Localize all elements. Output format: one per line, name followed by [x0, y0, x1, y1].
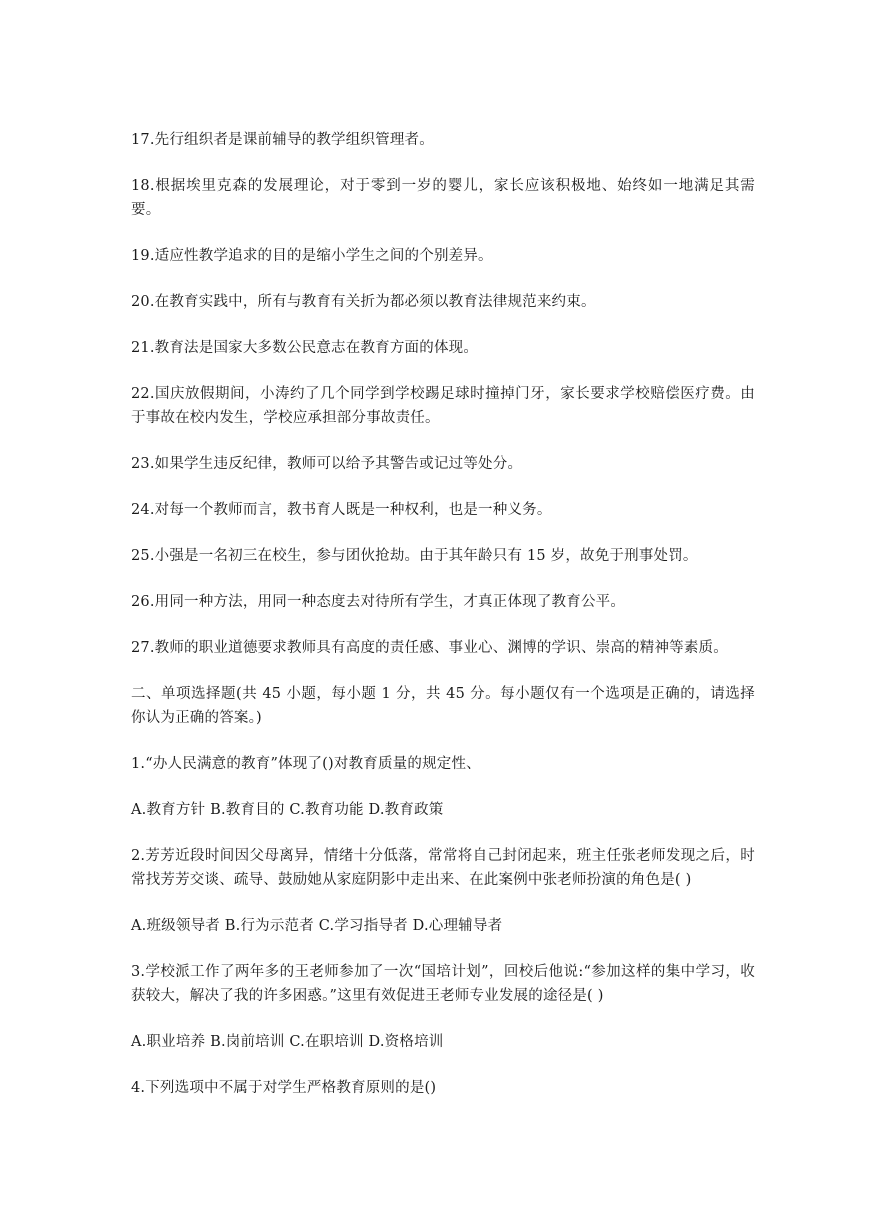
statement-26: 26.用同一种方法，用同一种态度去对待所有学生，才真正体现了教育公平。: [131, 594, 626, 610]
statement-20: 20.在教育实践中，所有与教育有关折为都必须以教育法律规范来约束。: [131, 294, 596, 310]
section-heading: 二、单项选择题(共 45 小题，每小题 1 分，共 45 分。每小题仅有一个选项是正确的，请选择你认为正确的答案。): [131, 686, 755, 726]
statement-25: 25.小强是一名初三在校生，参与团伙抢劫。由于其年龄只有 15 岁，故免于刑事处罚。: [131, 548, 698, 564]
statement-19: 19.适应性教学追求的目的是缩小学生之间的个别差异。: [131, 248, 493, 264]
question-2-options: A.班级领导者 B.行为示范者 C.学习指导者 D.心理辅导者: [131, 918, 503, 934]
question-1: 1.“办人民满意的教育”体现了()对教育质量的规定性、: [131, 756, 481, 772]
statement-23: 23.如果学生违反纪律，教师可以给予其警告或记过等处分。: [131, 456, 523, 472]
statement-27: 27.教师的职业道德要求教师具有高度的责任感、事业心、渊博的学识、崇高的精神等素质。: [131, 640, 728, 656]
question-3: 3.学校派工作了两年多的王老师参加了一次“国培计划”，回校后他说:“参加这样的集中学习，收获较大，解决了我的许多困惑。”这里有效促进王老师专业发展的途径是( ): [131, 964, 755, 1004]
statement-22: 22.国庆放假期间，小涛约了几个同学到学校踢足球时撞掉门牙，家长要求学校赔偿医疗费。由于事故在校内发生，学校应承担部分事故责任。: [131, 386, 755, 426]
statement-17: 17.先行组织者是课前辅导的教学组织管理者。: [131, 132, 434, 148]
statement-24: 24.对每一个教师而言，教书育人既是一种权利，也是一种义务。: [131, 502, 552, 518]
question-4: 4.下列选项中不属于对学生严格教育原则的是(): [131, 1080, 437, 1096]
question-3-options: A.职业培养 B.岗前培训 C.在职培训 D.资格培训: [131, 1034, 444, 1050]
statement-18: 18.根据埃里克森的发展理论，对于零到一岁的婴儿，家长应该积极地、始终如一地满足其需要。: [131, 178, 755, 218]
document-page: [131, 128, 755, 1122]
question-1-options: A.教育方针 B.教育目的 C.教育功能 D.教育政策: [131, 802, 444, 818]
statement-21: 21.教育法是国家大多数公民意志在教育方面的体现。: [131, 340, 479, 356]
question-2: 2.芳芳近段时间因父母离异，情绪十分低落，常常将自己封闭起来，班主任张老师发现之后，时常找芳芳交谈、疏导、鼓励她从家庭阴影中走出来、在此案例中张老师扮演的角色是( ): [131, 848, 755, 888]
